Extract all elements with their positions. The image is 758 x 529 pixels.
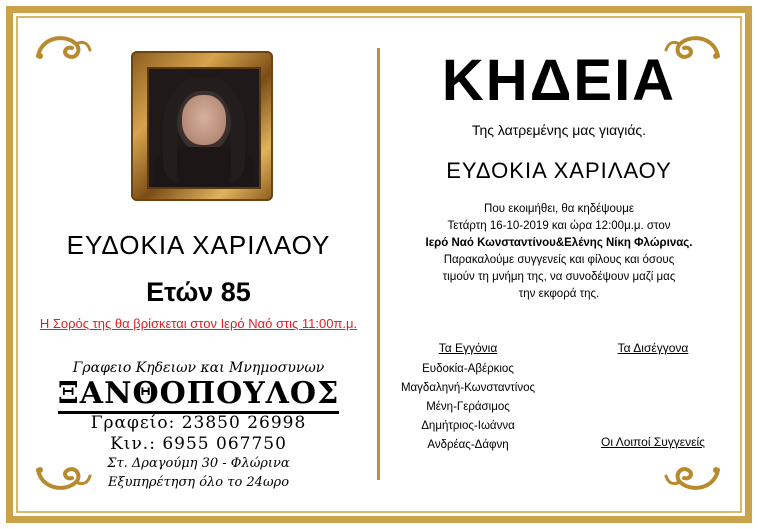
- body-line: Τετάρτη 16-10-2019 και ώρα 12:00μ.μ. στον: [447, 220, 671, 232]
- ornament-flourish-icon: [32, 30, 92, 66]
- list-item: Μαγδαληνή-Κωνσταντίνος: [400, 382, 536, 394]
- great-grandchildren-heading: Τα Δισέγγονα: [617, 341, 689, 355]
- body-line: τιμούν τη μνήμη της, να συνοδέψουν μαζί μας: [442, 271, 676, 283]
- body-line: την εκφορά της.: [518, 288, 600, 300]
- age-label: Ετών 85: [146, 277, 251, 307]
- ornament-flourish-icon: [664, 460, 724, 496]
- body-line: Παρακαλούμε συγγενείς και φίλους και όσους: [443, 254, 675, 266]
- deceased-name-right: ΕΥΔΟΚΙΑ ΧΑΡΙΛΑΟΥ: [446, 158, 672, 183]
- other-relatives: Οι Λοιποί Συγγενείς: [601, 435, 705, 449]
- portrait-frame: [131, 51, 273, 201]
- wake-notice: Η Σορός της θα βρίσκεται στον Ιερό Ναό στις 11:00π.μ.: [39, 316, 358, 331]
- announcement-body: [380, 201, 738, 303]
- list-item: Ανδρέας-Δάφνη: [427, 439, 509, 451]
- grandchildren-list: [370, 360, 566, 455]
- list-item: Ευδοκία-Αβέρκιος: [422, 363, 514, 375]
- list-item: Μένη-Γεράσιμος: [426, 401, 510, 413]
- funeral-title: ΚΗΔΕΙΑ: [441, 48, 677, 113]
- portrait-photo: [147, 67, 261, 189]
- body-line: Που εκοιμήθει, θα κηδέψουμε: [484, 203, 634, 215]
- office-phone: Γραφείο: 23850 26998: [90, 413, 307, 433]
- office-title: Γραφειο Κηδειων και Μνημοσυνων: [72, 360, 325, 376]
- list-item: Δημήτριος-Ιωάννα: [421, 420, 515, 432]
- brand-text: ΞΑΝΘΟΠΟΥΛΟΣ: [58, 377, 340, 414]
- funeral-home-brand: [20, 376, 377, 414]
- mobile-phone: Κιν.: 6955 067750: [110, 434, 287, 454]
- body-line: Ιερό Ναό Κωνσταντίνου&Ελένης Νίκη Φλώρινας.: [425, 237, 693, 249]
- subtitle: Της λατρεμένης μας γιαγιάς.: [471, 122, 647, 138]
- address: Στ. Δραγούμη 30 - Φλώρινα: [107, 456, 290, 471]
- grandchildren-heading: Τα Εγγόνια: [438, 341, 498, 355]
- deceased-name-left: ΕΥΔΟΚΙΑ ΧΑΡΙΛΑΟΥ: [66, 230, 331, 260]
- service-hours: Εξυπηρέτηση όλο το 24ωρο: [107, 475, 290, 490]
